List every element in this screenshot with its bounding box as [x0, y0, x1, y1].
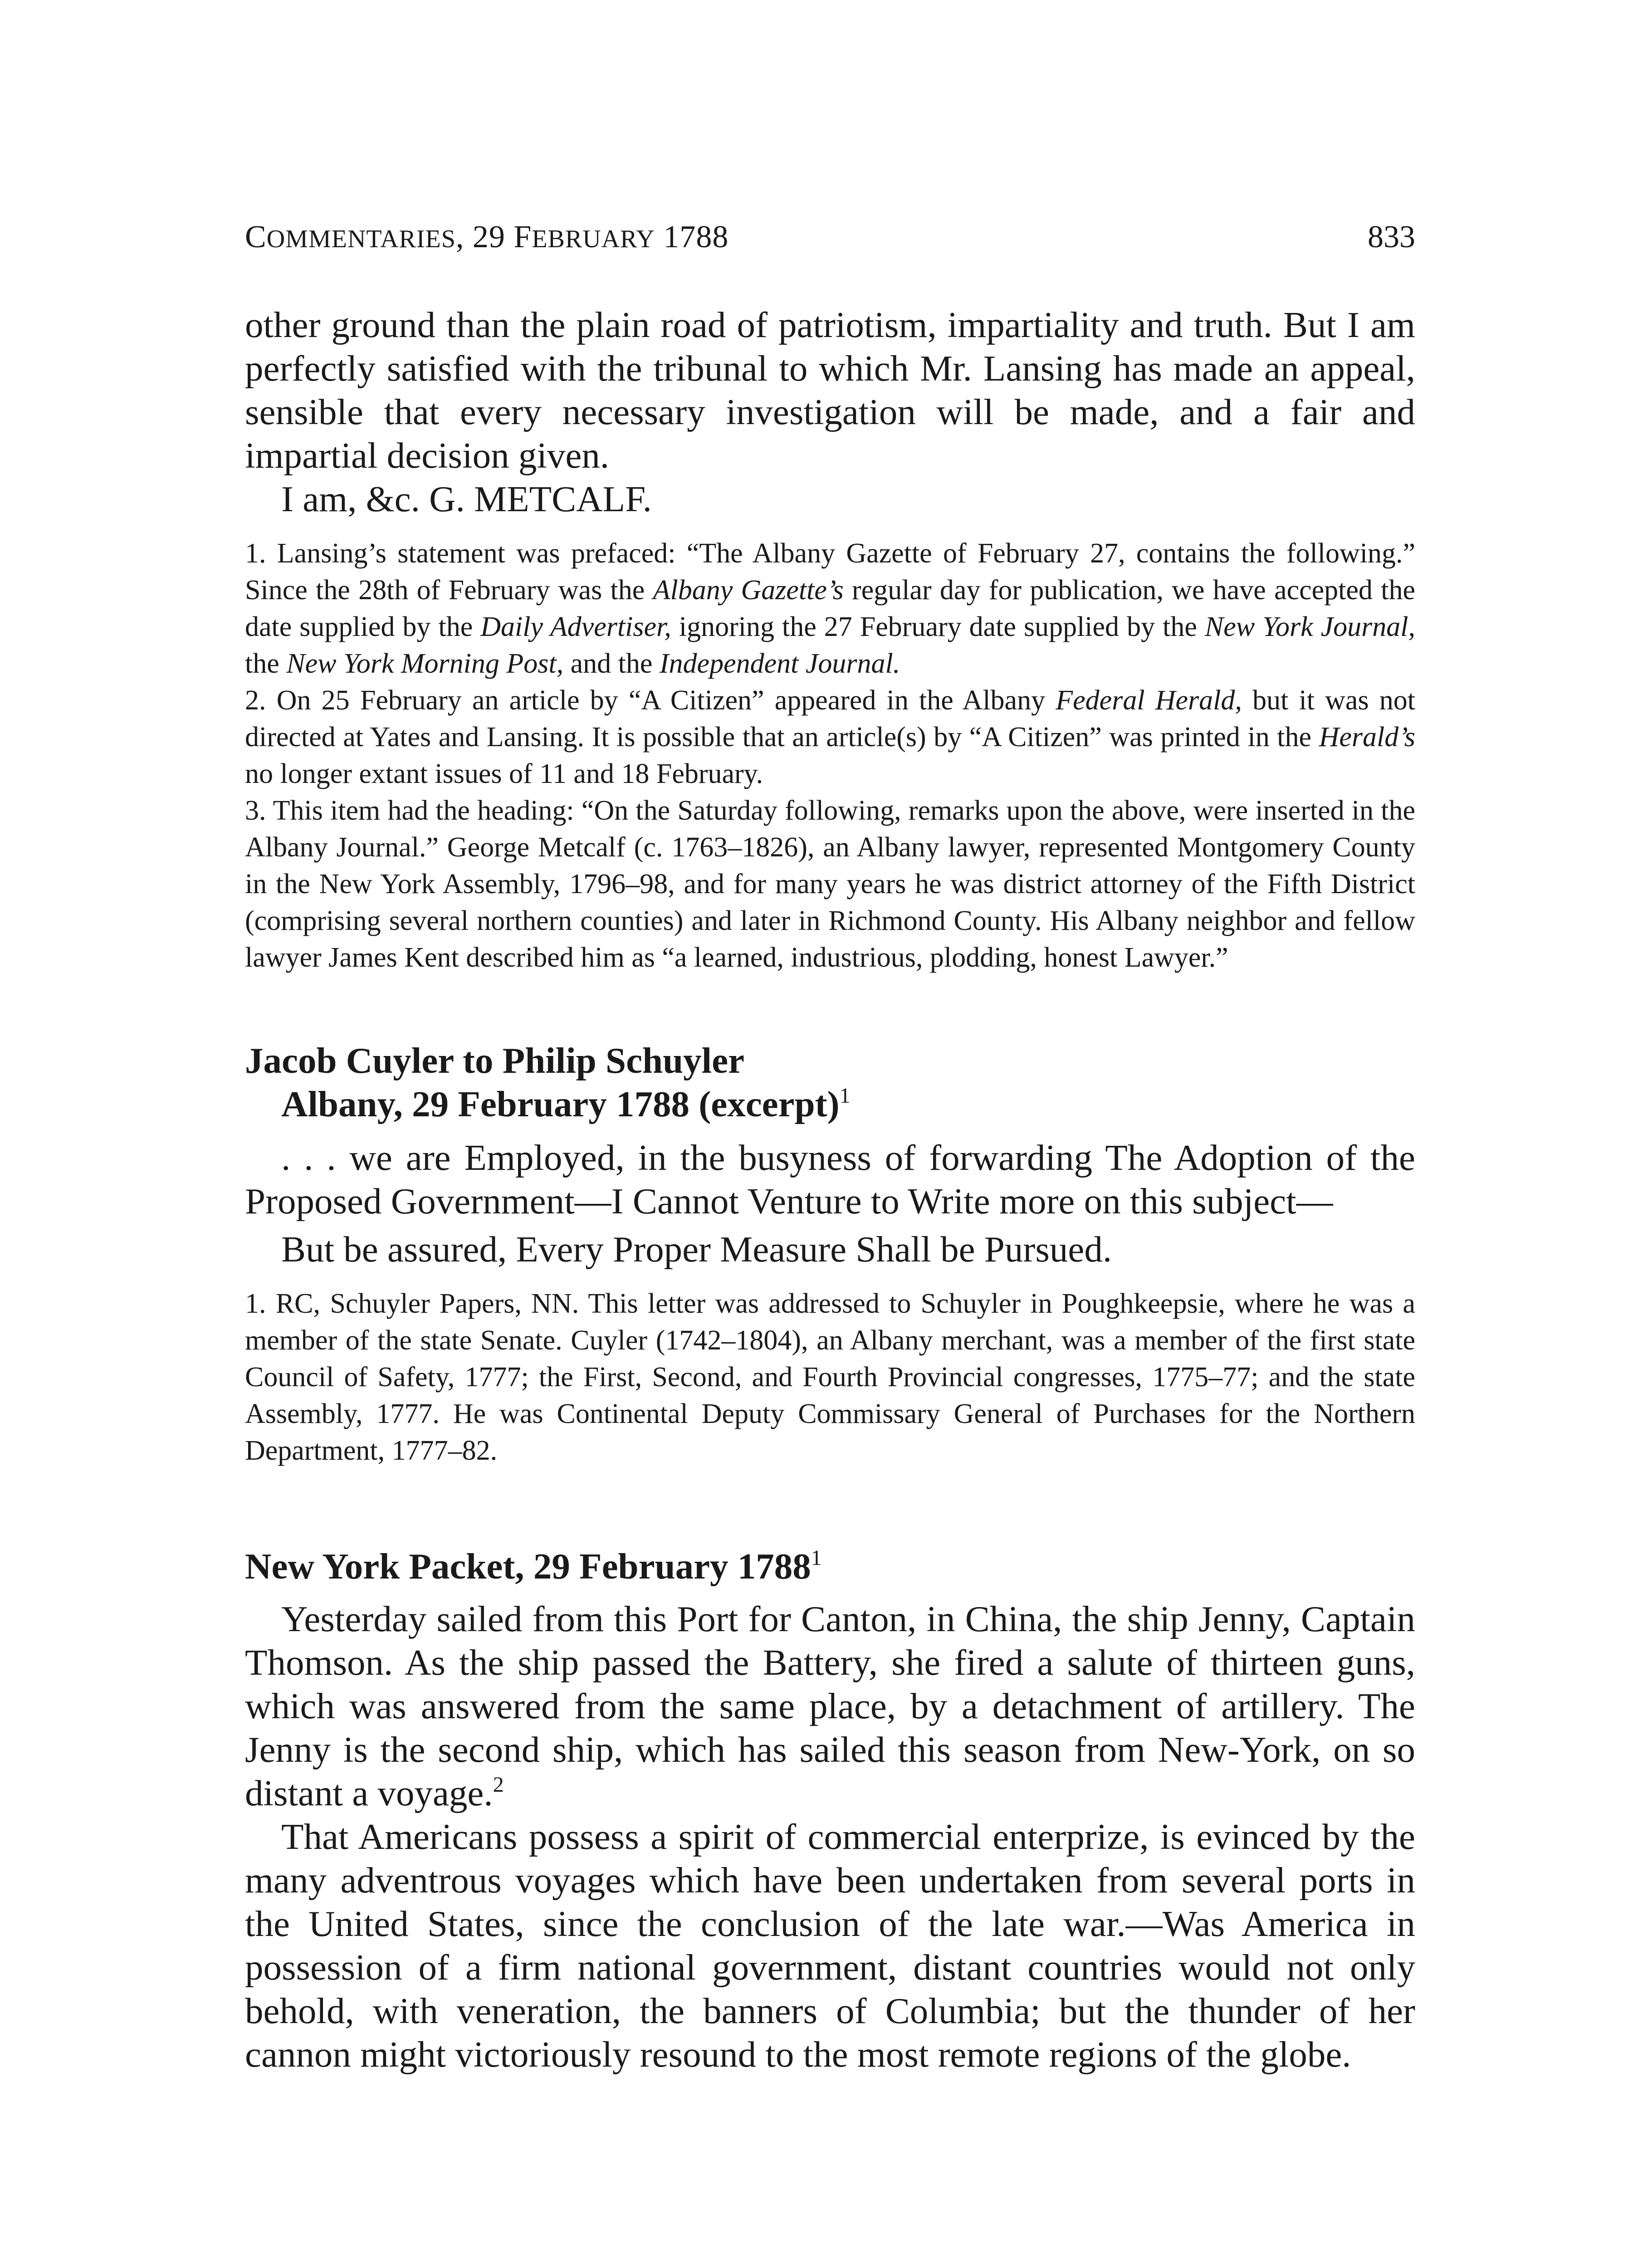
running-head	[245, 217, 1415, 258]
footnote-1: 1. RC, Schuyler Papers, NN. This letter was addressed to Schuyler in Poughkeepsie, where he was a member of the state Senate. Cuyler (1742–1804), an Albany merchant, was a member of the first state Council of Safety, 1777; the First, Second, and Fourth Provincial congresses, 1775–77; and the state Assembly, 1777. He was Continental Deputy Commissary General of Purchases for the Northern Department, 1777–82.	[245, 1288, 1415, 1466]
running-head-title: COMMENTARIES, 29 FEBRUARY 1788	[245, 220, 729, 254]
section-heading: Jacob Cuyler to Philip Schuyler	[245, 1040, 745, 1081]
letter-paragraph: But be assured, Every Proper Measure Shall be Pursued.	[281, 1229, 1112, 1270]
body-paragraph: other ground than the plain road of patriotism, impartiality and truth. But I am perfectly satisfied with the tribunal to which Mr. Lansing has made an appeal, sensible that every necessary investigation will be made, and a fair and impartial decision given.	[245, 304, 1415, 476]
article-paragraph: That Americans possess a spirit of commercial enterprize, is evinced by the many adventrous voyages which have been undertaken from several ports in the United States, since the conclusion of the late war.—Was America in possession of a firm national government, distant countries would not only behold, with veneration, the banners of Columbia; but the thunder of her cannon might victoriously resound to the most remote regions of the globe.	[245, 1816, 1415, 2075]
section-subheading: Albany, 29 February 1788 (excerpt)$^1$	[281, 1084, 851, 1124]
footnote-3: 3. This item had the heading: “On the Saturday following, remarks upon the above, were inserted in the Albany Journal.” George Metcalf (c. 1763–1826), an Albany lawyer, represented Montgomery County in the New York Assembly, 1796–98, and for many years he was district attorney of the Fifth District (comprising several northern counties) and later in Richmond County. His Albany neighbor and fellow lawyer James Kent described him as “a learned, industrious, plodding, honest Lawyer.”	[245, 795, 1415, 973]
article-paragraph: Yesterday sailed from this Port for Canton, in China, the ship Jenny, Captain Thomson. As the ship passed the Battery, she fired a salute of thirteen guns, which was answered from the same place, by a detachment of artillery. The Jenny is the second ship, which has sailed this season from New-York, on so distant a voyage.$^2$	[245, 1598, 1415, 1813]
footnote-ref: 2	[493, 1773, 504, 1797]
section-cuyler	[245, 1039, 1415, 1469]
footnote-ref: 1	[839, 1084, 851, 1108]
signoff: I am, &c. G. METCALF.	[281, 479, 652, 519]
footnote-ref: 1	[811, 1546, 822, 1570]
page-number: 833	[1368, 220, 1415, 254]
footnote-2: 2. On 25 February an article by “A Citizen” appeared in the Albany Federal Herald, but it was not directed at Yates and Lansing. It is possible that an article(s) by “A Citizen” was printed in the Herald’s no longer extant issues of 11 and 18 February.	[245, 685, 1415, 789]
document-page	[245, 0, 1415, 2268]
letter-paragraph: . . . we are Employed, in the busyness of forwarding The Adoption of the Proposed Government—I Cannot Venture to Write more on this subject—	[245, 1137, 1415, 1222]
continued-letter	[245, 303, 1415, 521]
footnote-1: 1. Lansing’s statement was prefaced: “The Albany Gazette of February 27, contains the following.” Since the 28th of February was the Albany Gazette’s regular day for publication, we have accepted the date supplied by the Daily Advertiser, ignoring the 27 February date supplied by the New York Journal, the New York Morning Post, and the Independent Journal.	[245, 538, 1415, 679]
footnotes-metcalf	[245, 535, 1415, 976]
section-heading: New York Packet, 29 February 1788$^1$	[245, 1546, 822, 1587]
section-packet	[245, 1545, 1415, 2076]
